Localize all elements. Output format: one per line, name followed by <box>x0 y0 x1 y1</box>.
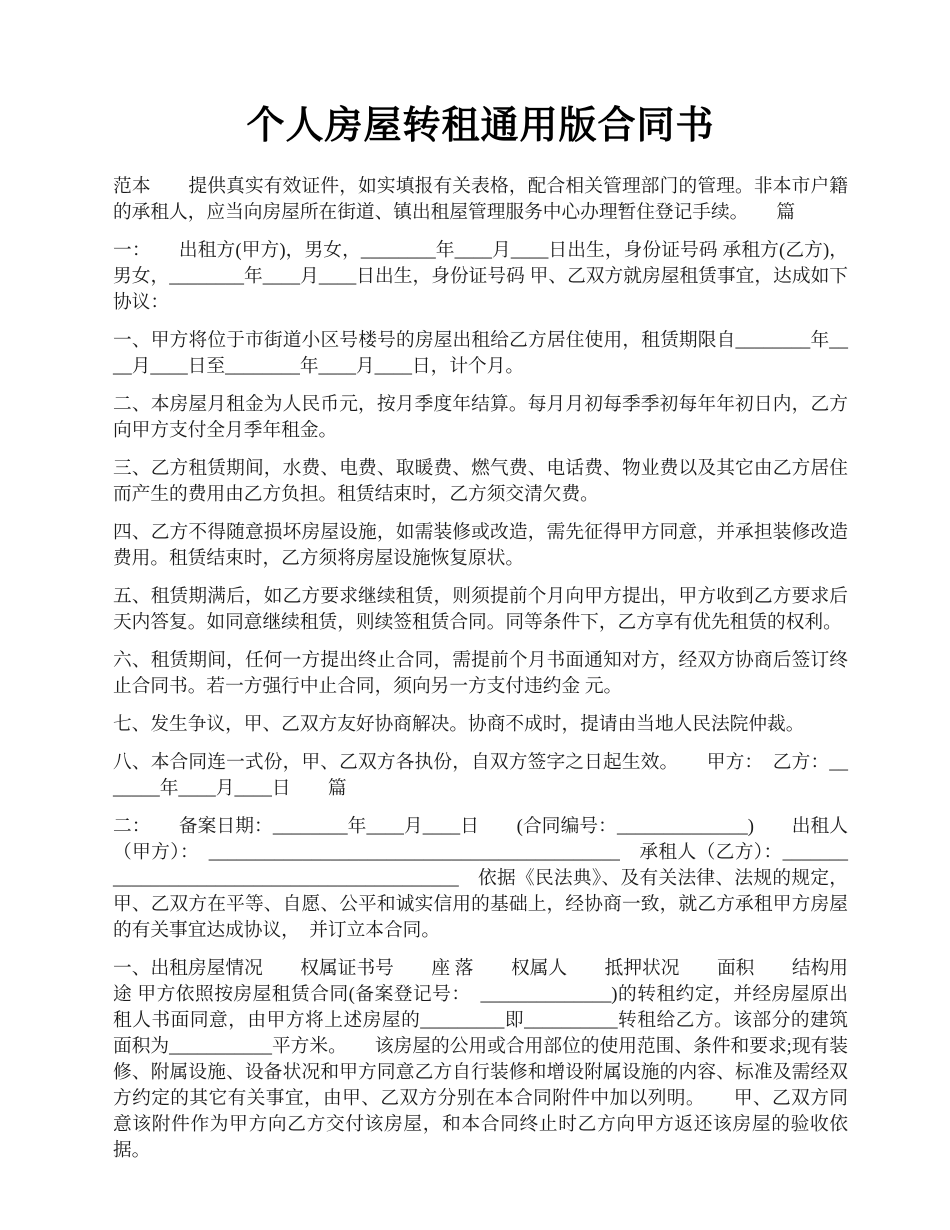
clause-6-termination: 六、租赁期间，任何一方提出终止合同，需提前个月书面通知对方，经双方协商后签订终止合同书。若一方强行中止合同，须向另一方支付违约金 元。 <box>113 650 848 697</box>
clause-4-facilities: 四、乙方不得随意损坏房屋设施，如需装修或改造，需先征得甲方同意，并承担装修改造费用。租赁结束时，乙方须将房屋设施恢复原状。 <box>113 522 848 569</box>
paragraph-filing-parties: 二： 备案日期：________年____月____日 (合同编号：______________) 出租人（甲方）： ____________________________________________ 承租人（乙方）：____________________________________________ 依据《民法典》、及有关法律、法规的规定，甲、乙双方在平等、自愿、公平和诚实信用的基础上，经协商一致，就乙方承租甲方房屋的有关事宜达成协议， 并订立本合同。 <box>113 816 848 941</box>
document-title: 个人房屋转租通用版合同书 <box>246 105 715 147</box>
paragraph-parties: 一： 出租方(甲方)，男女，________年____月____日出生，身份证号码 承租方(乙方)，男女，________年____月____日出生，身份证号码 甲、乙双方就房屋租赁事宜，达成如下协议： <box>113 240 848 313</box>
clause-3-utilities: 三、乙方租赁期间，水费、电费、取暖费、燃气费、电话费、物业费以及其它由乙方居住而产生的费用由乙方负担。租赁结束时，乙方须交清欠费。 <box>113 458 848 505</box>
clause-7-dispute: 七、发生争议，甲、乙双方友好协商解决。协商不成时，提请由当地人民法院仲裁。 <box>113 714 805 735</box>
clause-2-rent: 二、本房屋月租金为人民币元，按月季度年结算。每月月初每季季初每年年初日内，乙方向甲方支付全月季年租金。 <box>113 394 848 441</box>
paragraph-preamble: 范本 提供真实有效证件，如实填报有关表格，配合相关管理部门的管理。非本市户籍的承租人，应当向房屋所在街道、镇出租屋管理服务中心办理暂住登记手续。 篇 <box>113 176 848 223</box>
paragraph-rental-property-details: 一、出租房屋情况 权属证书号 座 落 权属人 抵押状况 面积 结构用途 甲方依照按房屋租赁合同(备案登记号： ______________)的转租约定，并经房屋原出租人书面同意，由甲方将上述房屋的_________即__________转租给乙方。该部分的建筑面积为___________平方米。 该房屋的公用或合用部位的使用范围、条件和要求;现有装修、附属设施、设备状况和甲方同意乙方自行装修和增设附属设施的内容、标准及需经双方约定的其它有关事宜，由甲、乙双方分别在本合同附件中加以列明。 甲、乙双方同意该附件作为甲方向乙方交付该房屋，和本合同终止时乙方向甲方返还该房屋的验收依据。 <box>113 958 848 1161</box>
clause-5-renewal: 五、租赁期满后，如乙方要求继续租赁，则须提前个月向甲方提出，甲方收到乙方要求后天内答复。如同意继续租赁，则续签租赁合同。同等条件下，乙方享有优先租赁的权利。 <box>113 586 848 633</box>
clause-8-signature: 八、本合同连一式份，甲、乙双方各执份，自双方签字之日起生效。 甲方： 乙方：_______年____月____日 篇 <box>113 752 848 799</box>
clause-1-premises-term: 一、甲方将位于市街道小区号楼号的房屋出租给乙方居住使用，租赁期限自________年____月____日至________年____月____日，计个月。 <box>113 330 848 377</box>
